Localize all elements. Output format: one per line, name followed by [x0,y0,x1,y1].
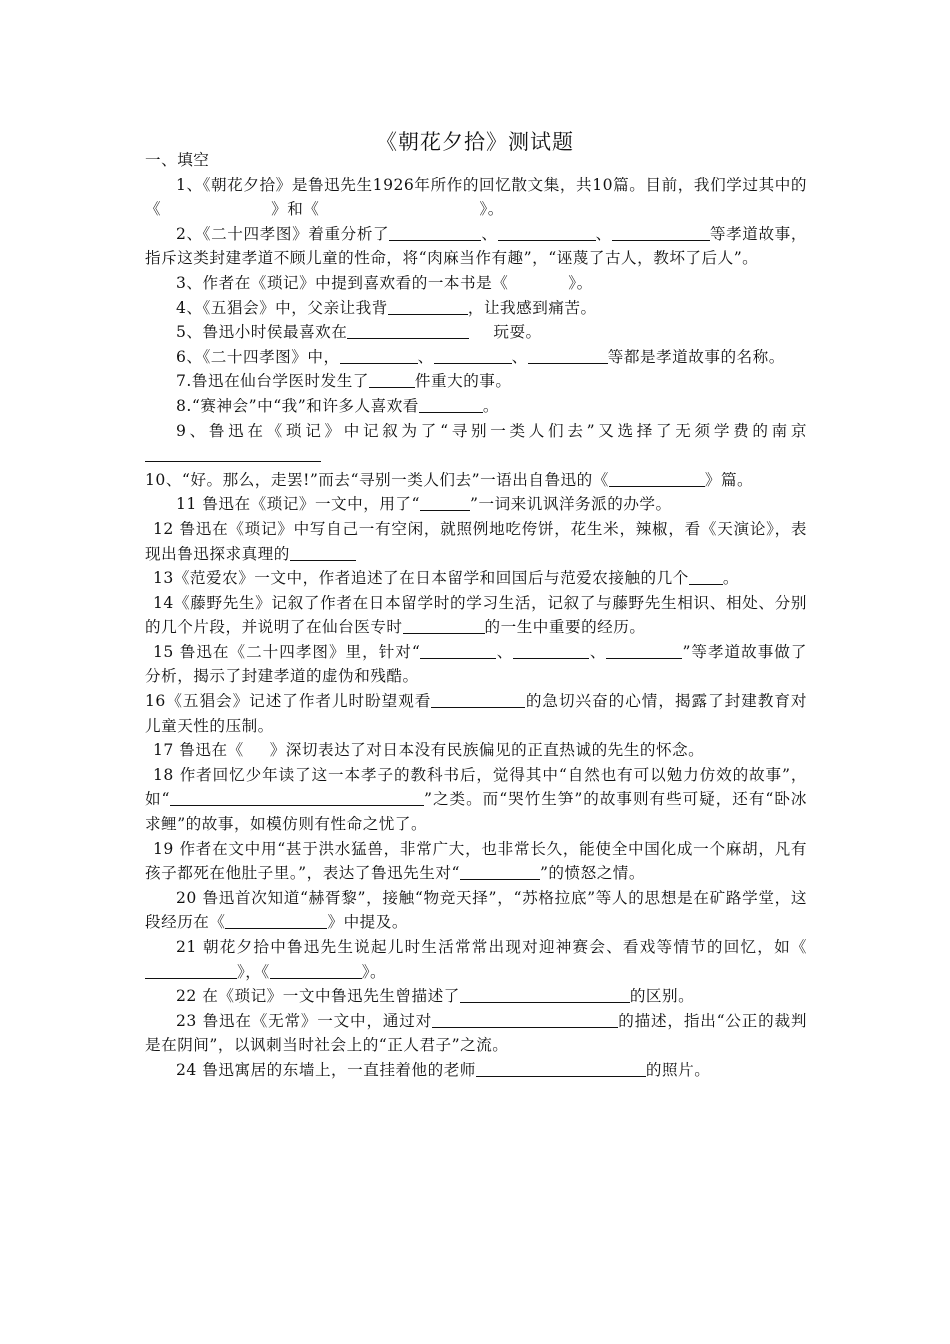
answer-blank[interactable] [476,1061,646,1077]
question-item: 2、《二十四孝图》着重分析了 、 、 等孝道故事，指斥这类封建孝道不顾儿童的性命，将“肉麻当作有趣”，“诬蔑了古人，教坏了后人”。 [145,224,807,268]
answer-blank[interactable] [434,348,512,364]
question-item: 19 作者在文中用“甚于洪水猛兽，非常广大，也非常长久，能使全中国化成一个麻胡，凡有孩子都死在他肚子里。”，表达了鲁迅先生对“ ”的愤怒之情。 [145,839,807,883]
answer-blank[interactable] [420,495,470,511]
question-item: 3、作者在《琐记》中提到喜欢看的一本书是《 》。 [176,273,593,292]
answer-blank[interactable] [460,987,630,1003]
answer-blank[interactable] [420,643,496,659]
answer-blank[interactable] [498,225,596,241]
answer-blank[interactable] [606,643,682,659]
question-item: 10、“好。那么，走罢!”而去“寻别一类人们去”一语出自鲁迅的《 》篇。 [145,470,754,489]
answer-blank[interactable] [340,348,418,364]
question-item: 23 鲁迅在《无常》一文中，通过对 的描述，指出“公正的裁判是在阴间”，以讽刺当时社会上的“正人君子”之流。 [145,1011,807,1055]
question-item: 17 鲁迅在《 》深切表达了对日本没有民族偏见的正直热诚的先生的怀念。 [153,741,705,760]
question-item: 9、鲁迅在《琐记》中记叙为了“寻别一类人们去”又选择了无须学费的南京 [145,419,807,468]
answer-blank[interactable] [431,692,525,708]
question-item: 6、《二十四孝图》中， 、 、 等都是孝道故事的名称。 [176,347,785,366]
answer-blank[interactable] [347,323,469,339]
question-item: 18 作者回忆少年读了这一本孝子的教科书后，觉得其中“自然也有可以勉力仿效的故事”，如“ ”之类。而“哭竹生笋”的故事则有些可疑，还有“卧冰求鲤”的故事，如模仿则有性命之忧了。 [145,765,807,834]
answer-blank[interactable] [145,963,237,979]
question-item: 1、《朝花夕拾》是鲁迅先生1926年所作的回忆散文集，共10篇。目前，我们学过其中的《 》和《 》。 [145,175,807,219]
answer-blank[interactable] [528,348,608,364]
question-item: 20 鲁迅首次知道“赫胥黎”，接触“物竞天择”，“苏格拉底”等人的思想是在矿路学堂，这段经历在《 》中提及。 [145,888,807,932]
answer-blank[interactable] [225,913,327,929]
question-item: 21 朝花夕拾中鲁迅先生说起儿时生活常常出现对迎神赛会、看戏等情节的回忆，如《》，《 》。 [145,935,807,984]
answer-blank[interactable] [612,225,710,241]
document-title: 《朝花夕拾》测试题 [376,130,574,154]
answer-blank[interactable] [388,299,468,315]
question-item: 5、鲁迅小时侯最喜欢在 玩耍。 [176,323,542,342]
answer-blank[interactable] [609,471,705,487]
question-list [145,148,807,1083]
answer-blank[interactable] [389,225,481,241]
question-item: 14《藤野先生》记叙了作者在日本留学时的学习生活，记叙了与藤野先生相识、相处、分别的几个片段，并说明了在仙台医专时 的一生中重要的经历。 [145,593,807,637]
answer-blank[interactable] [419,397,483,413]
question-item: 7.鲁迅在仙台学医时发生了 件重大的事。 [176,372,512,391]
answer-blank[interactable] [432,1012,618,1028]
answer-blank[interactable] [369,372,415,388]
question-item: 4、《五猖会》中，父亲让我背 ，让我感到痛苦。 [176,298,597,317]
answer-blank[interactable] [270,963,362,979]
question-item: 13《范爱农》一文中，作者追述了在日本留学和回国后与范爱农接触的几个 。 [153,569,739,588]
question-item: 8.“赛神会”中“我”和许多人喜欢看 。 [176,396,500,415]
question-item: 16《五猖会》记述了作者儿时盼望观看 的急切兴奋的心情，揭露了封建教育对儿童天性的压制。 [145,692,807,735]
section-heading: 一、填空 [145,151,210,169]
answer-blank[interactable] [290,545,356,561]
question-item: 22 在《琐记》一文中鲁迅先生曾描述了 的区别。 [176,987,695,1006]
answer-blank[interactable] [145,446,321,462]
question-item: 11 鲁迅在《琐记》一文中，用了“ ”一词来讥讽洋务派的办学。 [176,495,672,514]
question-item: 15 鲁迅在《二十四孝图》里，针对“ 、 、 ”等孝道故事做了分析，揭示了封建孝道的虚伪和残酷。 [145,642,807,686]
answer-blank[interactable] [513,643,589,659]
question-item: 24 鲁迅寓居的东墙上，一直挂着他的老师 的照片。 [176,1060,711,1079]
answer-blank[interactable] [689,569,723,585]
answer-blank[interactable] [170,790,424,806]
answer-blank[interactable] [403,618,485,634]
answer-blank[interactable] [460,864,540,880]
question-item: 12 鲁迅在《琐记》中写自己一有空闲，就照例地吃侉饼，花生米，辣椒，看《天演论》，表现出鲁迅探求真理的 [145,519,807,563]
